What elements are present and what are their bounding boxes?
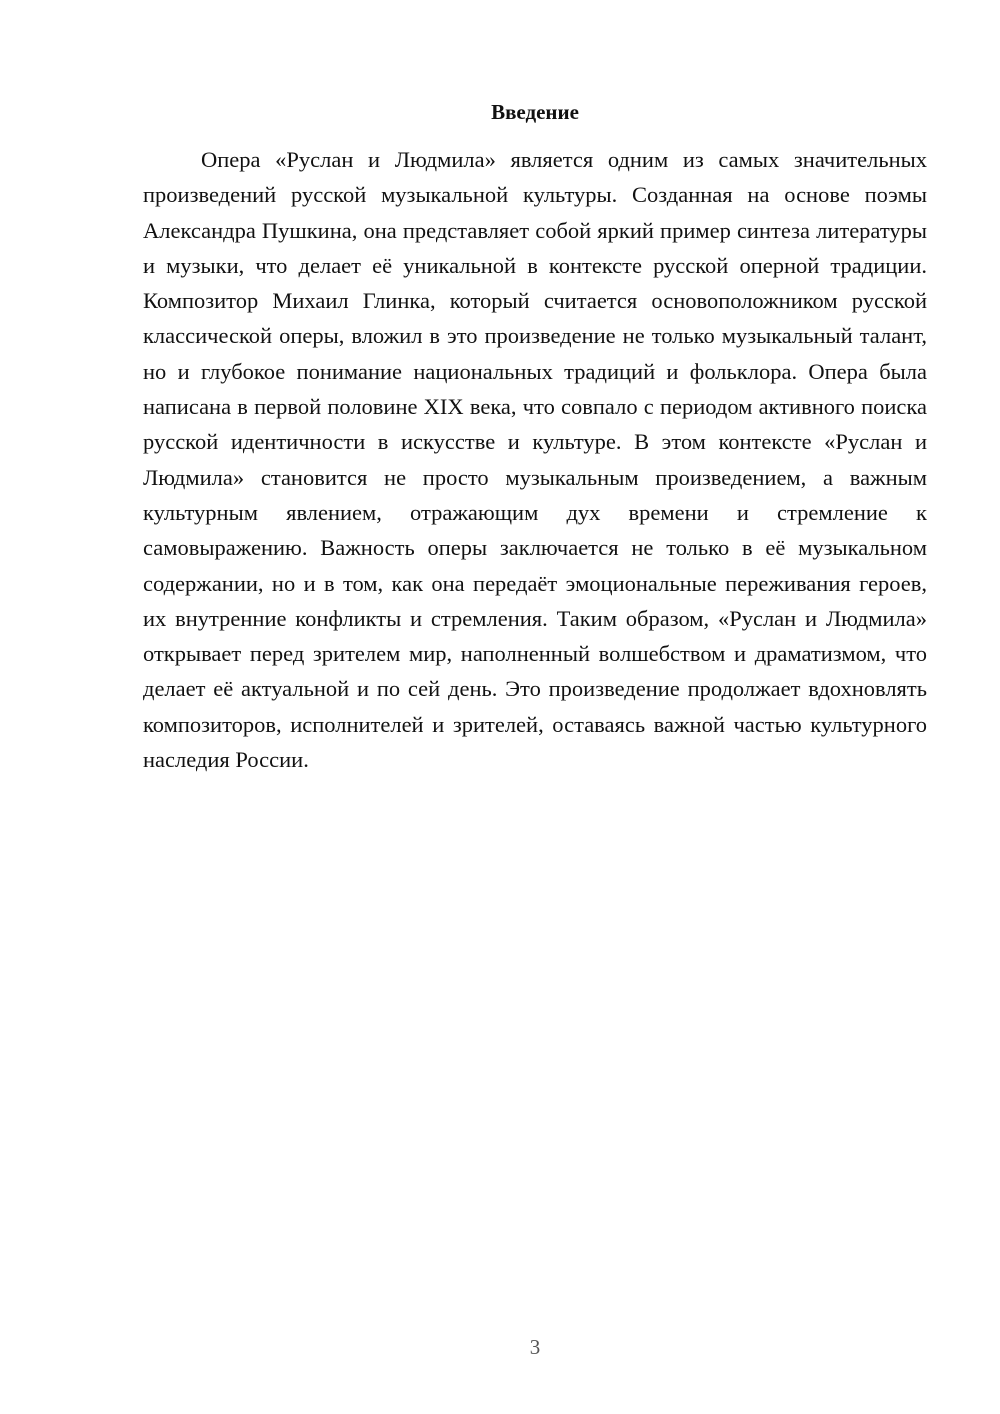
section-heading: Введение <box>491 100 579 124</box>
body-paragraph: Опера «Руслан и Людмила» является одним из самых значительных произведений русской музыкальной культуры. Созданная на основе поэмы Александра Пушкина, она представляет собой яркий пример синтеза литературы и музыки, что делает её уникальной в контексте русской оперной традиции. Композитор Михаил Глинка, который считается основоположником русской классической оперы, вложил в это произведение не только музыкальный талант, но и глубокое понимание национальных традиций и фольклора. Опера была написана в первой половине XIX века, что совпало с периодом активного поиска русской идентичности в искусстве и культуре. В этом контексте «Руслан и Людмила» становится не просто музыкальным произведением, а важным культурным явлением, отражающим дух времени и стремление к самовыражению. Важность оперы заключается не только в её музыкальном содержании, но и в том, как она передаёт эмоциональные переживания героев, их внутренние конфликты и стремления. Таким образом, «Руслан и Людмила» открывает перед зрителем мир, наполненный волшебством и драматизмом, что делает её актуальной и по сей день. Это произведение продолжает вдохновлять композиторов, исполнителей и зрителей, оставаясь важной частью культурного наследия России. <box>143 147 927 773</box>
page-number: 3 <box>529 1335 541 1359</box>
